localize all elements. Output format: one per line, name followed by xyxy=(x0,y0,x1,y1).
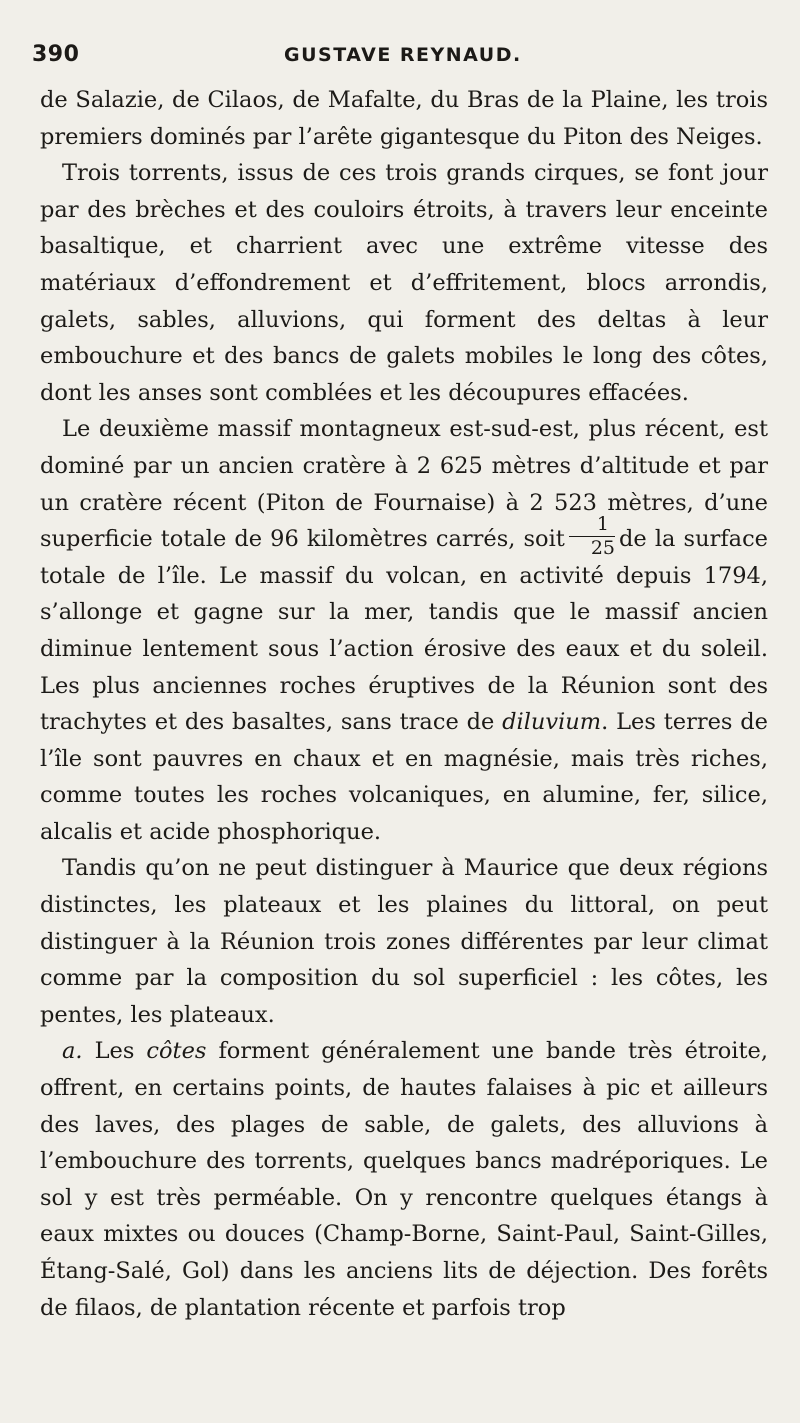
fraction xyxy=(569,512,616,559)
paragraph-3-text-a: Le deuxième massif montagneux est-sud-est, plus récent, est dominé par un ancien cratère à 2 625 mètres d’altitude et par un cratère récent (Piton de Fournaise) à 2 523 mètres, d’une superficie totale de 96 kilomètres carrés, soit xyxy=(40,416,768,553)
paragraph-5 xyxy=(40,1033,768,1326)
fraction-denominator: 25 xyxy=(590,536,616,559)
page-header xyxy=(32,42,772,78)
paragraph-5-text: forment généralement une bande très étroite, offrent, en certains points, de hautes falaises à pic et ailleurs des laves, des plages de sable, de galets, des alluvions à l’embouchure des torrents, quelques bancs madréporiques. Le sol y est très perméable. On y rencontre quelques étangs à eaux mixtes ou douces (Champ-Borne, Saint-Paul, Saint-Gilles, Étang-Salé, Gol) dans les anciens lits de déjection. Des forêts de filaos, de plantation récente et parfois trop xyxy=(40,1038,768,1321)
paragraph-1: de Salazie, de Cilaos, de Mafalte, du Bras de la Plaine, les trois premiers dominés par l’arête gigantesque du Piton des Neiges. xyxy=(40,87,768,150)
paragraph-5-les: Les xyxy=(94,1038,135,1065)
page-number: 390 xyxy=(32,42,80,67)
paragraph-3 xyxy=(40,411,768,850)
paragraph-3-text-b: de la surface totale de l’île. Le massif du volcan, en activité depuis 1794, s’allonge et gagne sur la mer, tandis que le massif ancien diminue lentement sous l’action érosive des eaux et du soleil. Les plus anciennes roches éruptives de la Réunion sont des trachytes et des basaltes, sans trace de xyxy=(40,526,768,736)
section-letter: a. xyxy=(62,1038,83,1065)
running-head: GUSTAVE REYNAUD. xyxy=(284,44,522,66)
paragraph-2: Trois torrents, issus de ces trois grands cirques, se font jour par des brèches et des couloirs étroits, à travers leur enceinte basaltique, et charrient avec une extrême vitesse des matériaux d’effondrement et d’effritement, blocs arrondis, galets, sables, alluvions, qui forment des deltas à leur embouchure et des bancs de galets mobiles le long des côtes, dont les anses sont comblées et les découpures effacées. xyxy=(40,160,768,406)
paragraph-3-text-c: . Les terres de l’île sont pauvres en chaux et en magnésie, mais très riches, comme toutes les roches volcaniques, en alumine, fer, silice, alcalis et acide phosphorique. xyxy=(40,709,768,845)
fraction-numerator: 1 xyxy=(569,515,615,537)
page-body xyxy=(40,82,768,1326)
paragraph-4: Tandis qu’on ne peut distinguer à Maurice que deux régions distinctes, les plateaux et les plaines du littoral, on peut distinguer à la Réunion trois zones différentes par leur climat comme par la composition du sol superficiel : les côtes, les pentes, les plateaux. xyxy=(40,855,768,1028)
italic-term-cotes: côtes xyxy=(146,1038,207,1065)
italic-term-diluvium: diluvium xyxy=(502,709,602,736)
